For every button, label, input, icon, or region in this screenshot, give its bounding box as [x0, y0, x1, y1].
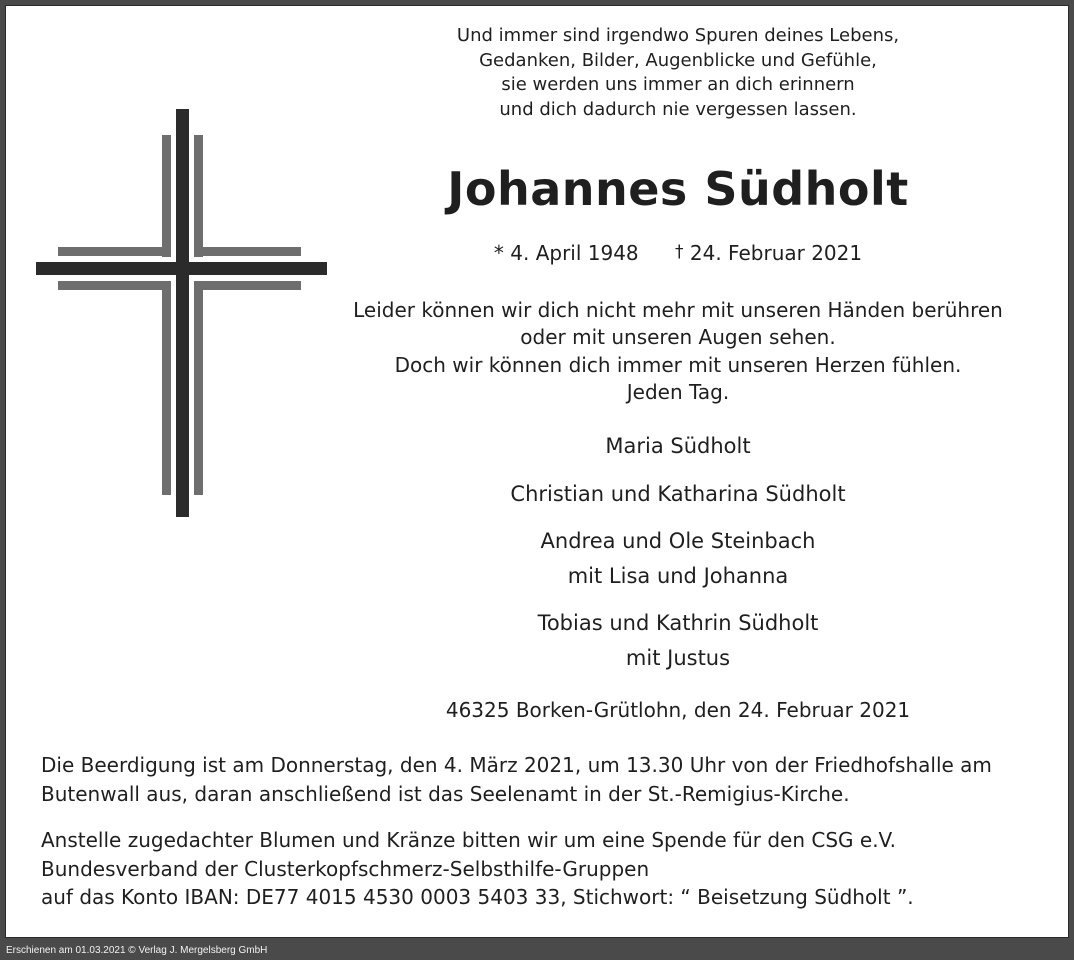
poem	[338, 24, 1018, 122]
birth-date: 4. April 1948	[510, 241, 639, 265]
donation-info	[41, 826, 1051, 912]
birth-symbol: *	[493, 241, 504, 265]
verse-line: oder mit unseren Augen sehen.	[520, 325, 836, 350]
place-and-date: 46325 Borken-Grütlohn, den 24. Februar 2021	[445, 698, 911, 722]
cross-vertical-bar	[176, 109, 189, 517]
poem-line: sie werden uns immer an dich erinnern	[501, 74, 855, 95]
cross-shadow-bottom-right	[194, 281, 301, 290]
mourner-name: Tobias und Kathrin Südholt	[537, 611, 819, 635]
donation-line: Bundesverband der Clusterkopfschmerz-Selbsthilfe-Gruppen	[41, 856, 650, 881]
cross-horizontal-bar	[36, 262, 327, 275]
mourners-list	[338, 429, 1018, 675]
donation-line: Anstelle zugedachter Blumen und Kränze bitten wir um eine Spende für den CSG e.V.	[41, 828, 897, 852]
mourner-group	[338, 429, 1018, 464]
poem-line: Und immer sind irgendwo Spuren deines Lebens,	[456, 25, 900, 46]
poem-line: und dich dadurch nie vergessen lassen.	[499, 98, 857, 120]
cross-shadow-right-upper	[194, 135, 203, 257]
publication-footer: Erschienen am 01.03.2021 © Verlag J. Mergelsberg GmbH	[6, 945, 268, 956]
mourner-group	[338, 477, 1018, 512]
cross-shadow-right-lower	[194, 281, 203, 495]
cross-shadow-left-upper	[162, 135, 171, 257]
mourner-group	[338, 606, 1018, 675]
mourner-name: mit Lisa und Johanna	[567, 563, 789, 588]
deceased-name: Johannes Südholt	[447, 162, 909, 216]
death-symbol: †	[675, 242, 684, 262]
donation-line: auf das Konto IBAN: DE77 4015 4530 0003 5403 33, Stichwort: “ Beisetzung Südholt ”.	[41, 885, 914, 909]
funeral-line: Die Beerdigung ist am Donnerstag, den 4. März 2021, um 13.30 Uhr von der Friedhofshalle am	[41, 753, 992, 777]
funeral-line: Butenwall aus, daran anschließend ist das Seelenamt in der St.-Remigius-Kirche.	[41, 781, 850, 806]
verse-line: Leider können wir dich nicht mehr mit unseren Händen berühren	[353, 298, 1003, 322]
obituary-notice	[5, 5, 1069, 938]
verse-line: Jeden Tag.	[626, 379, 730, 404]
death-date: 24. Februar 2021	[689, 241, 863, 265]
mourner-name: mit Justus	[625, 645, 731, 670]
mourner-name: Christian und Katharina Südholt	[510, 481, 846, 506]
poem-line: Gedanken, Bilder, Augenblicke und Gefühle,	[479, 49, 877, 71]
verse-line: Doch wir können dich immer mit unseren Herzen fühlen.	[394, 352, 962, 377]
cross-shadow-bottom-left	[58, 281, 171, 290]
verse	[338, 297, 1018, 406]
cross-shadow-top-left	[58, 247, 171, 256]
latin-cross-icon	[36, 109, 328, 525]
life-dates	[338, 239, 1018, 269]
funeral-info	[41, 751, 1051, 808]
mourner-name: Andrea und Ole Steinbach	[540, 529, 816, 553]
mourner-name: Maria Südholt	[605, 434, 751, 458]
mourner-group	[338, 524, 1018, 593]
cross-shadow-top-right	[194, 247, 301, 256]
cross-shadow-left-lower	[162, 281, 171, 495]
